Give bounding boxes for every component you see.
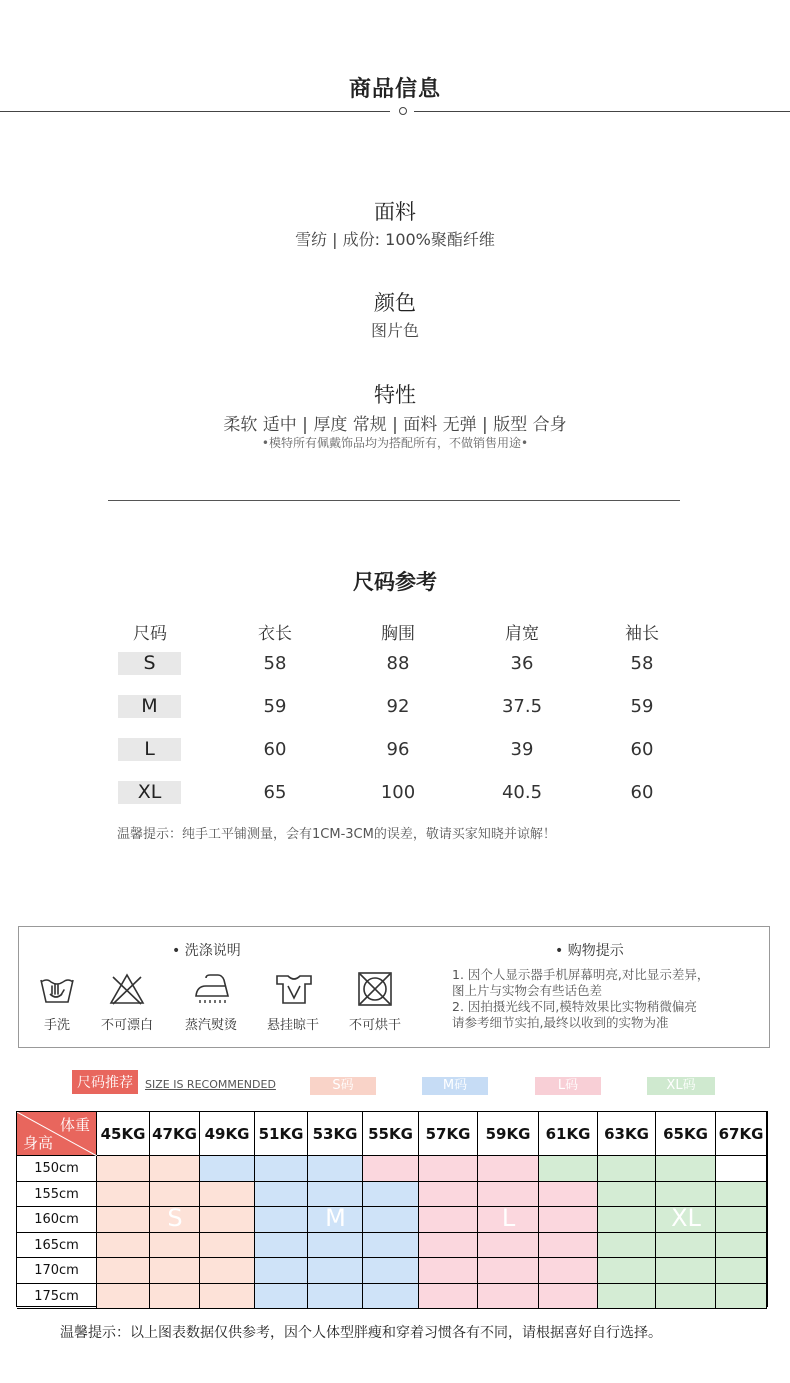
- size-label: L: [118, 738, 181, 761]
- size-cell-sleeve: 59: [630, 696, 654, 717]
- size-cell-chest: 92: [386, 696, 410, 717]
- header-divider-dot: [399, 107, 407, 115]
- size-recommend-cell: [656, 1284, 716, 1310]
- size-recommend-cell: [419, 1284, 478, 1310]
- footer-tip: 温馨提示：以上图表数据仅供参考，因个人体型胖瘦和穿着习惯各有不同，请根据喜好自行选择。: [60, 1325, 662, 1341]
- feature-note: •模特所有佩戴饰品均为搭配所有，不做销售用途•: [261, 436, 529, 450]
- weight-header: 61KG: [539, 1112, 598, 1156]
- height-label: 170cm: [17, 1258, 97, 1284]
- size-recommend-cell: [539, 1233, 598, 1259]
- size-recommend-cell: [97, 1284, 150, 1310]
- size-recommend-cell: [97, 1258, 150, 1284]
- size-recommend-cell: [363, 1233, 419, 1259]
- weight-header: 47KG: [150, 1112, 200, 1156]
- height-label: 155cm: [17, 1182, 97, 1208]
- size-recommend-cell: [150, 1284, 200, 1310]
- size-cell-sleeve: 60: [630, 782, 654, 803]
- size-recommend-cell: [255, 1233, 308, 1259]
- weight-header: 65KG: [656, 1112, 716, 1156]
- size-recommend-cell: [200, 1258, 255, 1284]
- size-recommend-cell: [478, 1284, 539, 1310]
- size-recommend-en: SIZE IS RECOMMENDED: [145, 1078, 276, 1091]
- size-recommend-cell: [308, 1156, 363, 1182]
- no-bleach-icon: [108, 972, 146, 1010]
- size-recommend-badge: 尺码推荐: [72, 1070, 138, 1094]
- care-label-steam-iron: 蒸汽熨烫: [184, 1018, 237, 1033]
- size-recommend-cell: [363, 1258, 419, 1284]
- weight-header: 45KG: [97, 1112, 150, 1156]
- size-recommend-cell: [150, 1233, 200, 1259]
- size-recommend-cell: [97, 1233, 150, 1259]
- size-col-header: 袖长: [625, 624, 659, 644]
- color-text: 图片色: [370, 321, 419, 340]
- size-recommend-cell: [308, 1284, 363, 1310]
- corner-weight-label: 体重: [59, 1116, 90, 1134]
- size-recommend-cell: [716, 1284, 767, 1310]
- size-ref-title: 尺码参考: [353, 570, 437, 594]
- size-recommend-cell: [656, 1258, 716, 1284]
- size-watermark: M: [325, 1204, 346, 1232]
- size-recommend-cell: [598, 1284, 656, 1310]
- legend-chip-l: L码: [535, 1077, 601, 1095]
- size-recommend-cell: [419, 1156, 478, 1182]
- weight-header: 67KG: [716, 1112, 767, 1156]
- size-recommend-cell: [656, 1233, 716, 1259]
- size-cell-shoulder: 39: [510, 739, 534, 760]
- fabric-text: 雪纺 | 成份: 100%聚酯纤维: [295, 230, 495, 249]
- size-label: S: [118, 652, 181, 675]
- size-recommend-cell: [255, 1156, 308, 1182]
- shop-tips: [452, 967, 709, 1031]
- size-recommend-cell: [478, 1233, 539, 1259]
- size-recommend-cell: [97, 1156, 150, 1182]
- size-recommend-cell: [716, 1156, 767, 1182]
- size-recommend-cell: [539, 1284, 598, 1310]
- page-title: 商品信息: [348, 77, 441, 102]
- steam-iron-icon: [192, 972, 232, 1010]
- size-recommend-cell: [478, 1156, 539, 1182]
- hang-dry-icon: [274, 972, 314, 1010]
- size-recommend-cell: [200, 1284, 255, 1310]
- legend-chip-m: M码: [422, 1077, 488, 1095]
- size-recommend-cell: [200, 1233, 255, 1259]
- size-col-header: 尺码: [133, 624, 167, 644]
- care-label-hand-wash: 手洗: [43, 1018, 70, 1033]
- size-watermark: S: [167, 1204, 183, 1232]
- measure-tip: 温馨提示：纯手工平铺测量，会有1CM-3CM的误差，敬请买家知晓并谅解！: [117, 827, 556, 842]
- size-recommend-cell: [308, 1233, 363, 1259]
- size-label: XL: [118, 781, 181, 804]
- size-recommend-cell: [598, 1258, 656, 1284]
- header-divider-left: [0, 111, 390, 112]
- height-label: 165cm: [17, 1233, 97, 1259]
- section-divider: [108, 500, 680, 501]
- size-recommend-cell: [200, 1156, 255, 1182]
- weight-header: 63KG: [598, 1112, 656, 1156]
- grid-corner: [17, 1112, 97, 1156]
- size-recommend-grid: [16, 1111, 768, 1307]
- size-watermark: XL: [671, 1204, 701, 1232]
- size-recommend-cell: [255, 1284, 308, 1310]
- shop-tip-line: 2. 因拍摄光线不同,模特效果比实物稍微偏亮: [452, 999, 697, 1014]
- size-cell-shoulder: 36: [510, 653, 534, 674]
- size-recommend-cell: [150, 1258, 200, 1284]
- weight-header: 49KG: [200, 1112, 255, 1156]
- size-recommend-cell: [150, 1156, 200, 1182]
- height-label: 150cm: [17, 1156, 97, 1182]
- feature-title: 特性: [374, 383, 416, 407]
- shop-tip-line: 1. 因个人显示器手机屏幕明亮,对比显示差异，: [452, 967, 710, 982]
- size-cell-sleeve: 58: [630, 653, 654, 674]
- size-cell-length: 60: [263, 739, 287, 760]
- corner-height-label: 身高: [23, 1134, 54, 1152]
- size-recommend-cell: [539, 1258, 598, 1284]
- height-label: 160cm: [17, 1207, 97, 1233]
- size-cell-chest: 100: [380, 782, 416, 803]
- header-divider-right: [414, 111, 790, 112]
- size-recommend-cell: [308, 1258, 363, 1284]
- height-label: 175cm: [17, 1284, 97, 1310]
- size-col-header: 衣长: [258, 624, 292, 644]
- size-recommend-cell: [598, 1156, 656, 1182]
- size-recommend-cell: [539, 1156, 598, 1182]
- feature-text: 柔软 适中 | 厚度 常规 | 面料 无弹 | 版型 合身: [223, 415, 567, 435]
- hand-wash-icon: [38, 972, 76, 1010]
- size-recommend-cell: [656, 1156, 716, 1182]
- size-cell-shoulder: 37.5: [501, 696, 543, 717]
- weight-header: 51KG: [255, 1112, 308, 1156]
- care-label-no-bleach: 不可漂白: [100, 1018, 153, 1033]
- size-recommend-cell: [363, 1284, 419, 1310]
- care-label-hang-dry: 悬挂晾干: [266, 1018, 319, 1033]
- size-cell-length: 58: [263, 653, 287, 674]
- no-tumble-dry-icon: [357, 971, 393, 1011]
- size-recommend-cell: [363, 1156, 419, 1182]
- color-title: 颜色: [374, 291, 416, 315]
- legend-chip-xl: XL码: [647, 1077, 715, 1095]
- weight-header: 53KG: [308, 1112, 363, 1156]
- weight-header: 59KG: [478, 1112, 539, 1156]
- size-recommend-cell: [419, 1258, 478, 1284]
- size-recommend-cell: [419, 1233, 478, 1259]
- weight-header: 57KG: [419, 1112, 478, 1156]
- size-recommend-cell: [716, 1258, 767, 1284]
- size-cell-sleeve: 60: [630, 739, 654, 760]
- size-cell-length: 65: [263, 782, 287, 803]
- size-col-header: 肩宽: [505, 624, 539, 644]
- size-label: M: [118, 695, 181, 718]
- shop-tip-line: 图上片与实物会有些话色差: [452, 983, 603, 998]
- weight-header: 55KG: [363, 1112, 419, 1156]
- size-recommend-cell: [716, 1233, 767, 1259]
- fabric-title: 面料: [374, 200, 416, 224]
- size-recommend-cell: [598, 1233, 656, 1259]
- size-watermark: L: [501, 1204, 516, 1232]
- care-label-no-tumble-dry: 不可烘干: [348, 1018, 401, 1033]
- size-col-header: 胸围: [381, 624, 415, 644]
- shop-tip-line: 请参考细节实拍,最终以收到的实物为准: [452, 1015, 669, 1030]
- size-cell-chest: 96: [386, 739, 410, 760]
- shop-title: • 购物提示: [555, 943, 624, 959]
- size-cell-length: 59: [263, 696, 287, 717]
- size-cell-chest: 88: [386, 653, 410, 674]
- size-recommend-cell: [478, 1258, 539, 1284]
- wash-title: • 洗涤说明: [172, 943, 241, 959]
- legend-chip-s: S码: [310, 1077, 376, 1095]
- size-recommend-cell: [255, 1258, 308, 1284]
- size-cell-shoulder: 40.5: [501, 782, 543, 803]
